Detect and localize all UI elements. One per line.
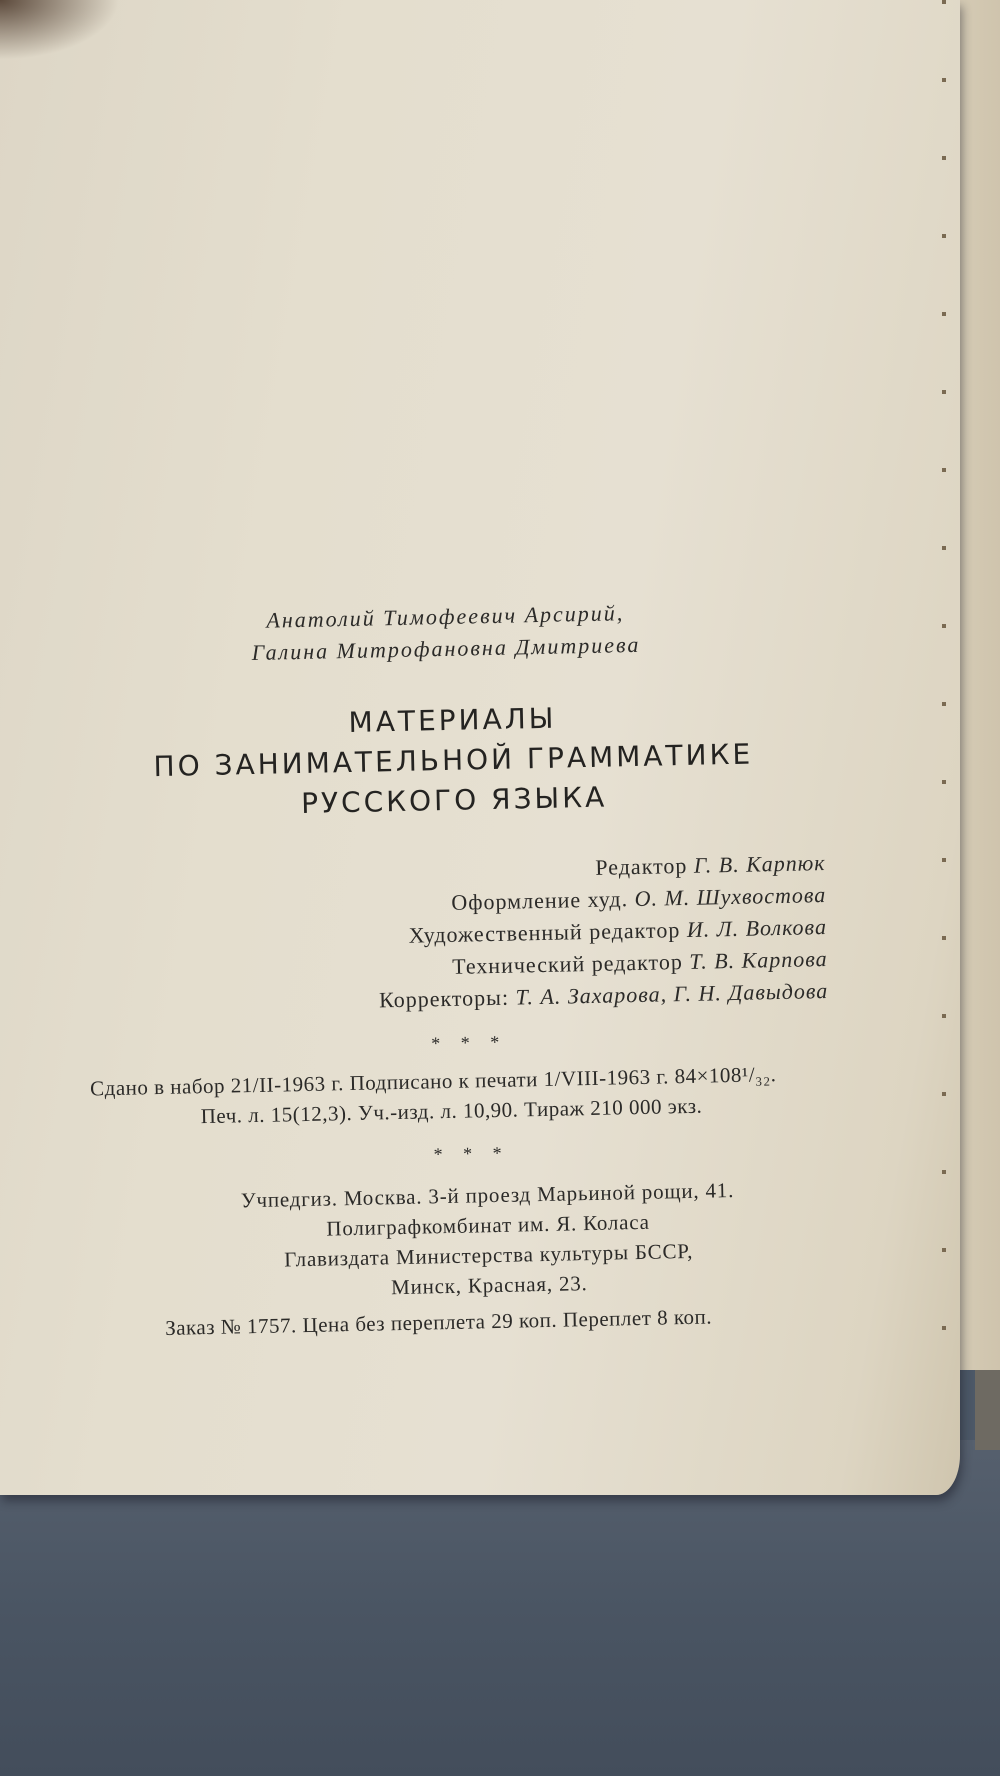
credit-role: Редактор (595, 852, 688, 880)
publisher-info (62, 1171, 914, 1309)
author-line: Галина Митрофановна Дмитриева (251, 631, 641, 666)
credits (85, 845, 908, 1022)
separator-stars: * * * (431, 1031, 508, 1054)
corner-shadow (0, 0, 120, 60)
imprint-block (80, 591, 915, 1344)
publisher-line: Минск, Красная, 23. (390, 1271, 588, 1300)
title-line: МАТЕРИАЛЫ (348, 701, 557, 739)
credit-name: Т. А. Захарова, Г. Н. Давыдова (515, 978, 829, 1010)
print-info-line: Сдано в набор 21/II-1963 г. Подписано к печати 1/VIII-1963 г. 84×108¹/₃₂. (89, 1062, 777, 1101)
separator-stars: * * * (433, 1142, 510, 1165)
publisher-line: Учпедгиз. Москва. 3-й проезд Марьиной рощи, 41. (240, 1178, 735, 1213)
credit-name: Т. В. Карпова (689, 946, 828, 974)
title-line: ПО ЗАНИМАТЕЛЬНОЙ ГРАММАТИКЕ (153, 737, 754, 784)
title-line: РУССКОГО ЯЗЫКА (300, 780, 608, 820)
publisher-line: Полиграфкомбинат им. Я. Коласа (326, 1209, 651, 1241)
order-price-line: Заказ № 1757. Цена без переплета 29 коп. Переплет 8 коп. (164, 1304, 713, 1340)
credit-name: И. Л. Волкова (686, 914, 828, 942)
credit-role: Оформление худ. (451, 886, 629, 915)
binding-stitches (942, 0, 946, 1370)
book-title (2, 691, 904, 830)
print-info-line: Печ. л. 15(12,3). Уч.-изд. л. 10,90. Тираж 210 000 экз. (200, 1093, 703, 1129)
credit-name: О. М. Шухвостова (634, 882, 827, 912)
credit-name: Г. В. Карпюк (693, 850, 826, 878)
binding-shadow (975, 1370, 1000, 1450)
print-info (90, 1056, 911, 1133)
credit-role: Художественный редактор (408, 917, 681, 948)
author-line: Анатолий Тимофеевич Арсирий, (266, 600, 625, 633)
credit-role: Технический редактор (451, 949, 684, 979)
credit-role: Корректоры: (378, 984, 510, 1013)
publisher-line: Главиздата Министерства культуры БССР, (284, 1238, 694, 1272)
